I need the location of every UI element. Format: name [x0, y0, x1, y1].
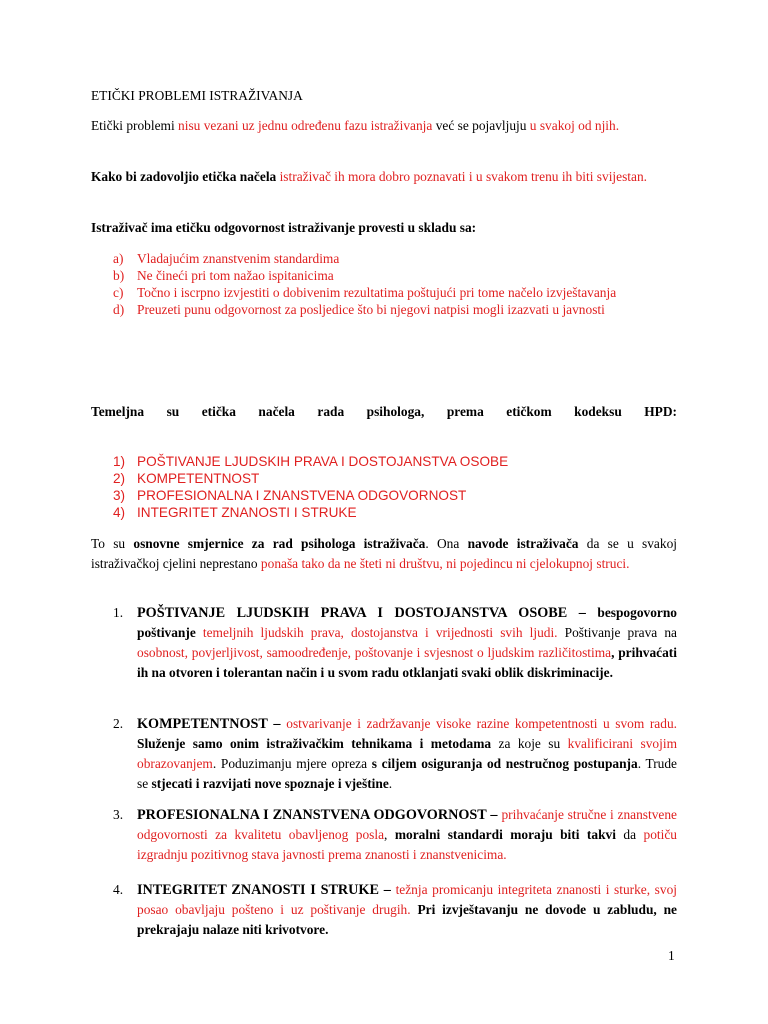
text-span: već se pojavljuju — [432, 118, 530, 133]
paragraph-principles — [91, 167, 677, 187]
paragraph-responsibility: Istraživač ima etičku odgovornost istraživanje provesti u skladu sa: — [91, 220, 477, 235]
list-item: b) Ne čineći pri tom nažao ispitanicima — [113, 268, 334, 283]
list-numbered — [113, 453, 673, 521]
text-span: Etički problemi — [91, 118, 179, 133]
paragraph-core-principles: Temeljna su etička načela rada psihologa, prema etičkom kodeksu HPD: — [91, 404, 677, 419]
section-competence: 2. KOMPETENTNOST – ostvarivanje i zadržavanje visoke razine kompetentnosti u svom radu. Služenje samo onim istraživačkim tehnikama i metodama za koje su kvalificirani svojim obrazovanjem. Poduzimanju mjere opreza s ciljem osiguranja od nestručnog postupanja. Trude se stjecati i razvijati nove spoznaje i vještine. — [113, 716, 677, 791]
list-lettered — [113, 250, 677, 318]
page-number: 1 — [668, 948, 675, 963]
highlight-span: istraživač ih mora dobro poznavati i u svakom trenu ih biti svijestan. — [276, 169, 647, 184]
highlight-span: nisu vezani uz jednu određenu fazu istraživanja — [178, 118, 433, 133]
section-integrity: 4. INTEGRITET ZNANOSTI I STRUKE – težnja promicanju integriteta znanosti i sturke, svoj posao obavljaju pošteno i uz poštivanje drugih. Pri izvještavanju ne dovode u zabludu, ne prekrajaju nalaze niti krivotvore. — [113, 882, 677, 937]
list-item: c) Točno i iscrpno izvjestiti o dobivenim rezultatima poštujući pri tome načelo izvještavanja — [113, 285, 617, 300]
list-item: 2) KOMPETENTNOST — [113, 471, 260, 486]
section-responsibility: 3. PROFESIONALNA I ZNANSTVENA ODGOVORNOST – prihvaćanje stručne i znanstvene odgovornosti za kvalitetu obavljenog posla, moralni standardi moraju biti takvi da potiču izgradnju pozitivnog stava javnosti prema znanosti i znanstvenicima. — [113, 807, 678, 862]
list-item: 4) INTEGRITET ZNANOSTI I STRUKE — [113, 505, 357, 520]
bold-span: Kako bi zadovoljio etička načela — [91, 169, 277, 184]
list-item: 1) POŠTIVANJE LJUDSKIH PRAVA I DOSTOJANSTVA OSOBE — [113, 454, 509, 469]
list-item: a) Vladajućim znanstvenim standardima — [113, 251, 340, 266]
paragraph-intro — [91, 116, 677, 136]
list-item: d) Preuzeti punu odgovornost za posljedice što bi njegovi natpisi mogli izazvati u javnosti — [113, 302, 605, 317]
list-item: 3) PROFESIONALNA I ZNANSTVENA ODGOVORNOST — [113, 488, 467, 503]
highlight-span: u svakoj od njih. — [529, 118, 620, 133]
section-human-rights: 1. POŠTIVANJE LJUDSKIH PRAVA I DOSTOJANSTVA OSOBE – bespogovorno poštivanje temeljnih ljudskih prava, dostojanstva i vrijednosti svih ljudi. Poštivanje prava na osobnost, povjerljivost, samoodređenje, poštovanje i svjesnost o ljudskim različitostima, prihvaćati ih na otvoren i tolerantan način i u svom radu otklanjati svaki oblik diskriminacije. — [113, 605, 677, 680]
document-title: ETIČKI PROBLEMI ISTRAŽIVANJA — [91, 88, 303, 103]
paragraph-guidelines: To su osnovne smjernice za rad psihologa istraživača. Ona navode istraživača da se u svakoj istraživačkoj cjelini neprestano ponaša tako da ne šteti ni društvu, ni pojedincu ni cjelokupnoj struci. — [91, 536, 677, 571]
